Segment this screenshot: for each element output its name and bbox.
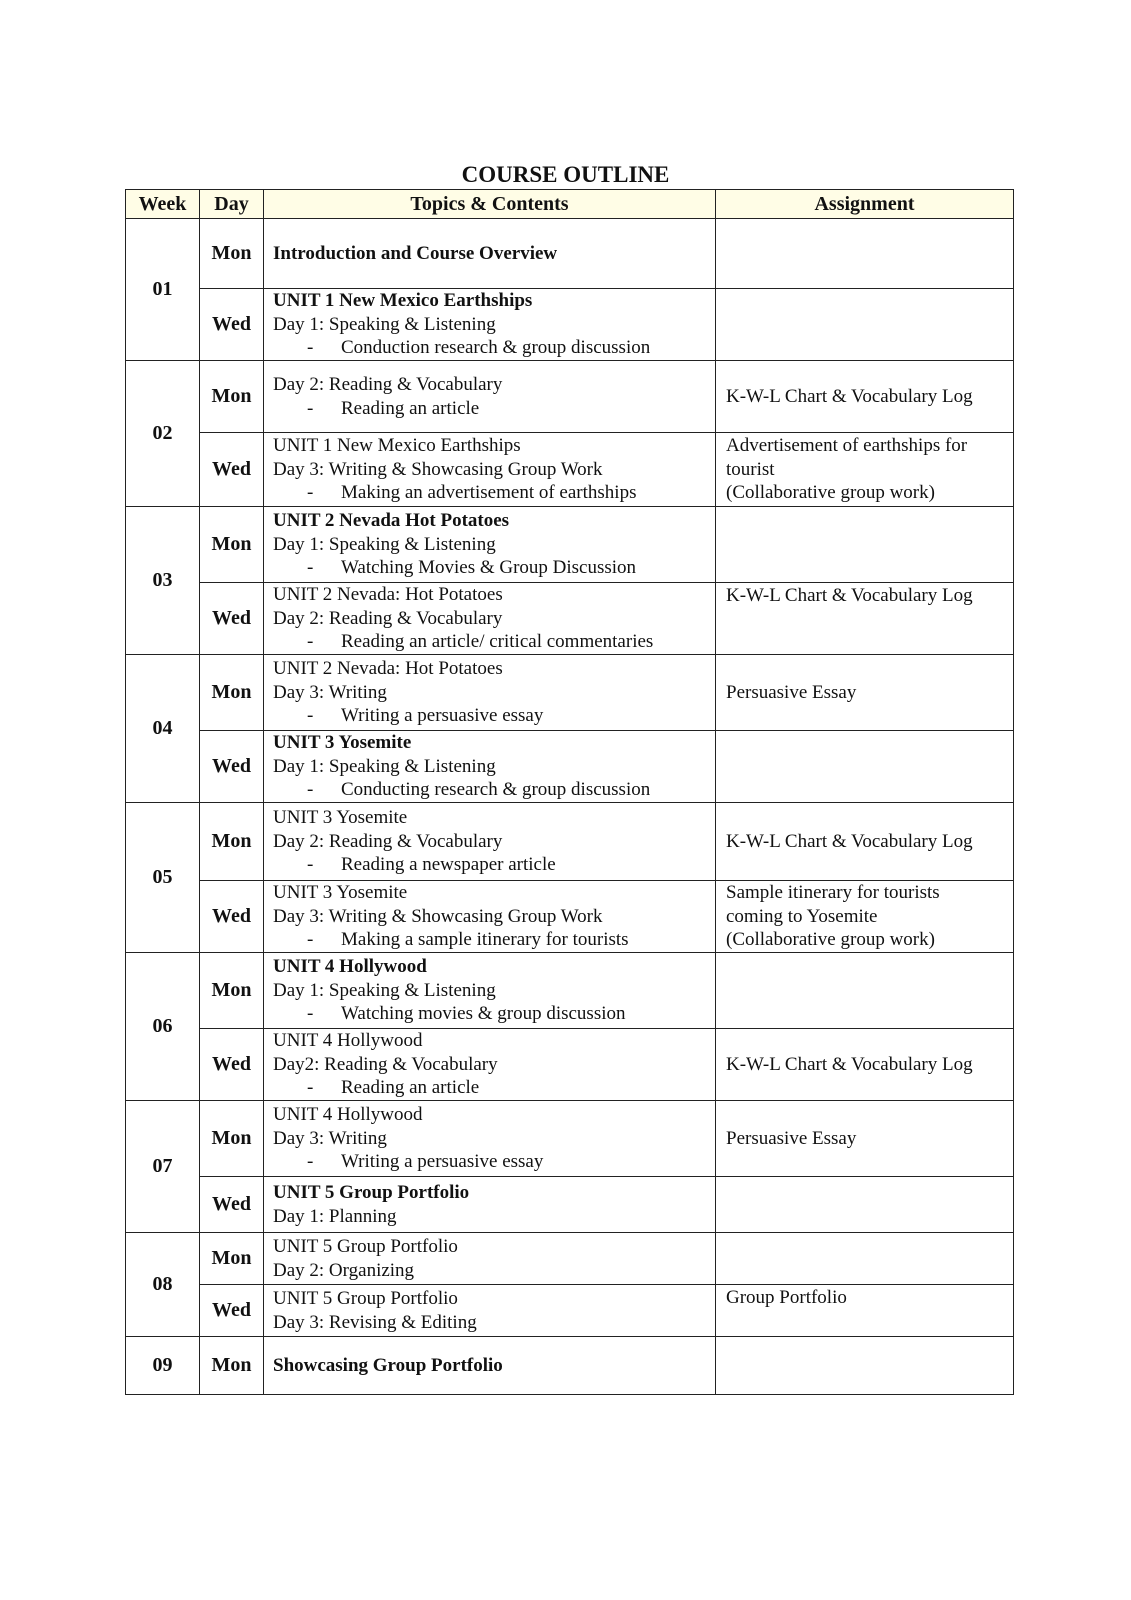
- session-day: Mon: [200, 219, 264, 289]
- topic-line: Day 3: Writing: [273, 681, 387, 703]
- session-topics: [264, 507, 716, 583]
- assignment-line: (Collaborative group work): [726, 482, 935, 504]
- topic-line: UNIT 5 Group Portfolio: [273, 1288, 458, 1309]
- topic-subitem: - Reading a newspaper article: [273, 853, 715, 877]
- session-topics: [264, 361, 716, 433]
- session-topics: [264, 583, 716, 655]
- session-assignment: [716, 219, 1014, 289]
- topic-subitem: - Reading an article: [273, 397, 715, 421]
- session-row: [126, 1285, 1014, 1337]
- session-assignment: [716, 1285, 1014, 1337]
- topic-subitem: - Watching movies & group discussion: [273, 1002, 715, 1026]
- topic-line: UNIT 4 Hollywood: [273, 1030, 423, 1052]
- session-day: Wed: [200, 1285, 264, 1337]
- session-assignment: [716, 803, 1014, 881]
- session-assignment: [716, 1337, 1014, 1395]
- week-number: 01: [126, 219, 200, 361]
- session-assignment: [716, 1101, 1014, 1177]
- session-row: [126, 219, 1014, 289]
- week-number: 04: [126, 655, 200, 803]
- assignment-line: Group Portfolio: [726, 1287, 847, 1308]
- session-topics: [264, 1177, 716, 1233]
- session-assignment: [716, 1177, 1014, 1233]
- session-row: [126, 361, 1014, 433]
- topic-line: Showcasing Group Portfolio: [273, 1354, 503, 1376]
- session-row: [126, 507, 1014, 583]
- session-day: Mon: [200, 1337, 264, 1395]
- topic-line: UNIT 2 Nevada: Hot Potatoes: [273, 584, 503, 606]
- session-assignment: [716, 433, 1014, 507]
- topic-line: UNIT 1 New Mexico Earthships: [273, 290, 533, 312]
- topic-subitem: - Making an advertisement of earthships: [273, 481, 715, 505]
- topic-subitem: - Writing a persuasive essay: [273, 1150, 715, 1174]
- session-assignment: [716, 1233, 1014, 1285]
- assignment-line: K-W-L Chart & Vocabulary Log: [726, 1053, 973, 1075]
- session-day: Mon: [200, 1233, 264, 1285]
- session-assignment: [716, 953, 1014, 1029]
- assignment-line: K-W-L Chart & Vocabulary Log: [726, 385, 973, 407]
- session-topics: [264, 1029, 716, 1101]
- session-row: [126, 583, 1014, 655]
- topic-line: Day 3: Writing: [273, 1127, 387, 1149]
- session-assignment: [716, 583, 1014, 655]
- session-topics: [264, 881, 716, 953]
- session-day: Wed: [200, 583, 264, 655]
- topic-subitem: - Conduction research & group discussion: [273, 336, 715, 360]
- week-number: 05: [126, 803, 200, 953]
- week-number: 03: [126, 507, 200, 655]
- session-topics: [264, 1285, 716, 1337]
- topic-line: UNIT 1 New Mexico Earthships: [273, 435, 521, 457]
- session-row: [126, 881, 1014, 953]
- session-topics: [264, 1101, 716, 1177]
- topic-line: UNIT 3 Yosemite: [273, 807, 408, 829]
- assignment-line: Persuasive Essay: [726, 681, 857, 703]
- topic-line: Day 2: Organizing: [273, 1259, 415, 1281]
- assignment-line: Sample itinerary for tourists: [726, 882, 940, 904]
- session-row: [126, 1233, 1014, 1285]
- assignment-line: coming to Yosemite: [726, 905, 878, 927]
- course-outline-table: [125, 189, 1014, 1395]
- topic-line: UNIT 3 Yosemite: [273, 732, 412, 754]
- topic-line: UNIT 5 Group Portfolio: [273, 1182, 470, 1203]
- session-topics: [264, 655, 716, 731]
- session-row: [126, 289, 1014, 361]
- session-topics: [264, 219, 716, 289]
- header-assignment: Assignment: [716, 190, 1014, 219]
- topic-line: Day 3: Writing & Showcasing Group Work: [273, 905, 603, 927]
- topic-line: Day 3: Writing & Showcasing Group Work: [273, 458, 603, 480]
- session-topics: [264, 1337, 716, 1395]
- topic-line: Day 2: Reading & Vocabulary: [273, 830, 503, 852]
- outline-body: [126, 219, 1014, 1395]
- week-number: 07: [126, 1101, 200, 1233]
- topic-line: Day 1: Speaking & Listening: [273, 755, 496, 777]
- session-day: Wed: [200, 433, 264, 507]
- assignment-line: K-W-L Chart & Vocabulary Log: [726, 585, 973, 606]
- session-topics: [264, 731, 716, 803]
- topic-line: Day 2: Reading & Vocabulary: [273, 607, 503, 629]
- session-topics: [264, 1233, 716, 1285]
- assignment-line: Advertisement of earthships for: [726, 435, 968, 457]
- topic-subitem: - Writing a persuasive essay: [273, 704, 715, 728]
- session-day: Wed: [200, 1029, 264, 1101]
- week-number: 02: [126, 361, 200, 507]
- topic-subitem: - Reading an article/ critical commentaries: [273, 630, 715, 654]
- topic-line: Day 1: Speaking & Listening: [273, 533, 496, 555]
- header-row: [126, 190, 1014, 219]
- assignment-line: tourist: [726, 458, 775, 480]
- topic-line: Day 3: Revising & Editing: [273, 1311, 477, 1333]
- session-assignment: [716, 507, 1014, 583]
- topic-line: UNIT 5 Group Portfolio: [273, 1236, 458, 1257]
- session-assignment: [716, 731, 1014, 803]
- topic-line: UNIT 2 Nevada Hot Potatoes: [273, 510, 510, 532]
- session-day: Wed: [200, 881, 264, 953]
- header-day: Day: [200, 190, 264, 219]
- week-number: 06: [126, 953, 200, 1101]
- topic-line: Day2: Reading & Vocabulary: [273, 1053, 498, 1075]
- topic-line: Day 1: Speaking & Listening: [273, 313, 496, 335]
- topic-line: Day 1: Planning: [273, 1205, 397, 1227]
- session-row: [126, 1029, 1014, 1101]
- session-assignment: [716, 1029, 1014, 1101]
- topic-subitem: - Watching Movies & Group Discussion: [273, 556, 715, 580]
- session-day: Mon: [200, 953, 264, 1029]
- session-day: Mon: [200, 803, 264, 881]
- topic-line: Introduction and Course Overview: [273, 242, 558, 264]
- assignment-line: Persuasive Essay: [726, 1127, 857, 1149]
- session-topics: [264, 433, 716, 507]
- session-row: [126, 655, 1014, 731]
- session-day: Wed: [200, 1177, 264, 1233]
- session-day: Mon: [200, 507, 264, 583]
- topic-line: UNIT 3 Yosemite: [273, 882, 408, 904]
- topic-line: UNIT 4 Hollywood: [273, 1104, 423, 1126]
- assignment-line: (Collaborative group work): [726, 929, 935, 951]
- topic-subitem: - Conducting research & group discussion: [273, 778, 715, 802]
- session-assignment: [716, 361, 1014, 433]
- session-day: Mon: [200, 361, 264, 433]
- topic-line: Day 1: Speaking & Listening: [273, 979, 496, 1001]
- week-number: 09: [126, 1337, 200, 1395]
- session-row: [126, 1101, 1014, 1177]
- session-row: [126, 1337, 1014, 1395]
- topic-subitem: - Making a sample itinerary for tourists: [273, 928, 715, 952]
- session-topics: [264, 289, 716, 361]
- session-topics: [264, 953, 716, 1029]
- session-topics: [264, 803, 716, 881]
- session-day: Mon: [200, 1101, 264, 1177]
- topic-line: UNIT 2 Nevada: Hot Potatoes: [273, 658, 503, 680]
- header-week: Week: [126, 190, 200, 219]
- session-day: Wed: [200, 289, 264, 361]
- week-number: 08: [126, 1233, 200, 1337]
- session-row: [126, 1177, 1014, 1233]
- topic-line: UNIT 4 Hollywood: [273, 956, 427, 978]
- session-row: [126, 953, 1014, 1029]
- page-title: COURSE OUTLINE: [461, 162, 670, 187]
- session-assignment: [716, 289, 1014, 361]
- header-topics: Topics & Contents: [264, 190, 716, 219]
- session-day: Mon: [200, 655, 264, 731]
- topic-line: Day 2: Reading & Vocabulary: [273, 374, 503, 395]
- session-day: Wed: [200, 731, 264, 803]
- session-row: [126, 433, 1014, 507]
- session-row: [126, 731, 1014, 803]
- session-assignment: [716, 881, 1014, 953]
- assignment-line: K-W-L Chart & Vocabulary Log: [726, 830, 973, 852]
- session-assignment: [716, 655, 1014, 731]
- session-row: [126, 803, 1014, 881]
- topic-subitem: - Reading an article: [273, 1076, 715, 1100]
